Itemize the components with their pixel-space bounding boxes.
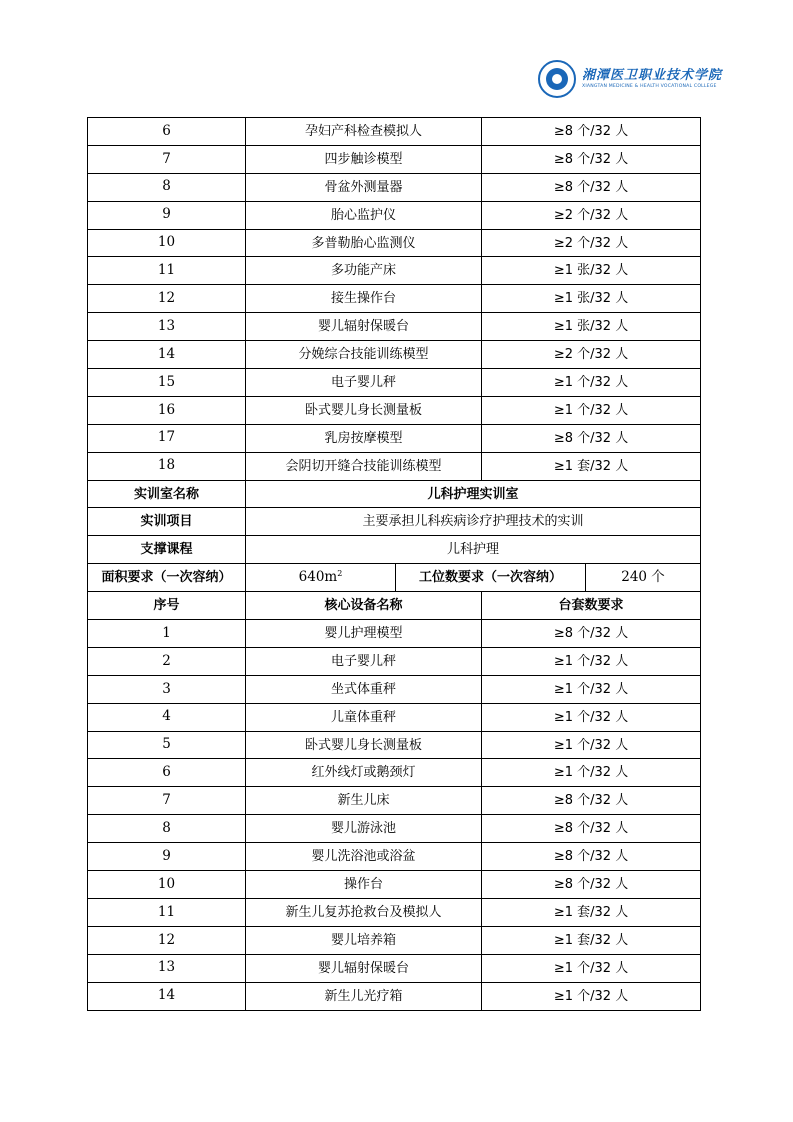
equipment-name: 坐式体重秤 — [246, 675, 482, 703]
station-value: 240 个 — [586, 564, 701, 592]
equipment-name: 婴儿辐射保暖台 — [246, 954, 482, 982]
row-number: 11 — [88, 257, 246, 285]
project-value: 主要承担儿科疾病诊疗护理技术的实训 — [246, 508, 701, 536]
equipment-name: 卧式婴儿身长测量板 — [246, 731, 482, 759]
table-row — [88, 620, 701, 648]
quantity-requirement: ≥8 个/32 人 — [482, 118, 701, 146]
equipment-name: 电子婴儿秤 — [246, 647, 482, 675]
quantity-requirement: ≥1 个/32 人 — [482, 982, 701, 1010]
row-number: 14 — [88, 341, 246, 369]
table-row — [88, 898, 701, 926]
quantity-requirement: ≥1 个/32 人 — [482, 675, 701, 703]
station-label: 工位数要求（一次容纳） — [396, 564, 586, 592]
quantity-requirement: ≥1 个/32 人 — [482, 647, 701, 675]
equipment-name: 乳房按摩模型 — [246, 424, 482, 452]
equipment-name: 胎心监护仪 — [246, 201, 482, 229]
table-row — [88, 982, 701, 1010]
row-number: 11 — [88, 898, 246, 926]
equipment-name: 孕妇产科检查模拟人 — [246, 118, 482, 146]
table-row — [88, 954, 701, 982]
table-row — [88, 703, 701, 731]
table-row — [88, 647, 701, 675]
col-req-header: 台套数要求 — [482, 592, 701, 620]
table-row — [88, 843, 701, 871]
row-number: 4 — [88, 703, 246, 731]
quantity-requirement: ≥8 个/32 人 — [482, 424, 701, 452]
table-row — [88, 815, 701, 843]
quantity-requirement: ≥8 个/32 人 — [482, 173, 701, 201]
equipment-name: 红外线灯或鹅颈灯 — [246, 759, 482, 787]
table-row — [88, 313, 701, 341]
row-number: 16 — [88, 396, 246, 424]
section2-info — [88, 480, 701, 619]
quantity-requirement: ≥8 个/32 人 — [482, 145, 701, 173]
table-row — [88, 396, 701, 424]
equipment-name: 新生儿光疗箱 — [246, 982, 482, 1010]
table-row — [88, 229, 701, 257]
row-number: 10 — [88, 871, 246, 899]
row-number: 14 — [88, 982, 246, 1010]
equipment-name: 新生儿床 — [246, 787, 482, 815]
row-number: 3 — [88, 675, 246, 703]
equipment-name: 婴儿洗浴池或浴盆 — [246, 843, 482, 871]
quantity-requirement: ≥1 张/32 人 — [482, 285, 701, 313]
quantity-requirement: ≥2 个/32 人 — [482, 229, 701, 257]
table-row — [88, 424, 701, 452]
college-name-en: XIANGTAN MEDICINE & HEALTH VOCATIONAL COLLEGE — [582, 84, 717, 89]
table-row — [88, 787, 701, 815]
room-name-value: 儿科护理实训室 — [246, 480, 701, 508]
row-number: 17 — [88, 424, 246, 452]
course-value: 儿科护理 — [246, 536, 701, 564]
table-row — [88, 675, 701, 703]
row-number: 5 — [88, 731, 246, 759]
equipment-name: 婴儿游泳池 — [246, 815, 482, 843]
row-number: 12 — [88, 285, 246, 313]
equipment-name: 婴儿护理模型 — [246, 620, 482, 648]
section1-rows — [88, 118, 701, 481]
row-number: 12 — [88, 926, 246, 954]
quantity-requirement: ≥2 个/32 人 — [482, 341, 701, 369]
table-row — [88, 452, 701, 480]
table-row — [88, 118, 701, 146]
room-name-label: 实训室名称 — [88, 480, 246, 508]
section2-rows — [88, 620, 701, 1010]
quantity-requirement: ≥1 套/32 人 — [482, 898, 701, 926]
equipment-table — [87, 117, 701, 1011]
quantity-requirement: ≥8 个/32 人 — [482, 787, 701, 815]
quantity-requirement: ≥1 个/32 人 — [482, 396, 701, 424]
row-number: 8 — [88, 173, 246, 201]
college-emblem-icon — [538, 60, 576, 98]
course-label: 支撑课程 — [88, 536, 246, 564]
table-row — [88, 257, 701, 285]
quantity-requirement: ≥8 个/32 人 — [482, 815, 701, 843]
equipment-name: 会阴切开缝合技能训练模型 — [246, 452, 482, 480]
table-row — [88, 285, 701, 313]
table-row — [88, 201, 701, 229]
equipment-name: 四步触诊模型 — [246, 145, 482, 173]
equipment-name: 分娩综合技能训练模型 — [246, 341, 482, 369]
row-number: 15 — [88, 369, 246, 397]
table-row — [88, 926, 701, 954]
quantity-requirement: ≥1 个/32 人 — [482, 731, 701, 759]
equipment-name: 卧式婴儿身长测量板 — [246, 396, 482, 424]
row-number: 7 — [88, 787, 246, 815]
table-row — [88, 341, 701, 369]
quantity-requirement: ≥1 个/32 人 — [482, 954, 701, 982]
row-number: 2 — [88, 647, 246, 675]
table-row — [88, 369, 701, 397]
equipment-name: 操作台 — [246, 871, 482, 899]
area-row — [88, 564, 701, 592]
project-label: 实训项目 — [88, 508, 246, 536]
area-value: $640m^2$ — [246, 564, 396, 592]
quantity-requirement: ≥1 个/32 人 — [482, 759, 701, 787]
quantity-requirement: ≥2 个/32 人 — [482, 201, 701, 229]
room-name-row — [88, 480, 701, 508]
quantity-requirement: ≥1 套/32 人 — [482, 926, 701, 954]
equipment-name: 婴儿培养箱 — [246, 926, 482, 954]
row-number: 8 — [88, 815, 246, 843]
column-header-row — [88, 592, 701, 620]
quantity-requirement: ≥8 个/32 人 — [482, 871, 701, 899]
college-name-cn: 湘潭医卫职业技术学院 — [582, 68, 723, 83]
equipment-name: 多普勒胎心监测仪 — [246, 229, 482, 257]
quantity-requirement: ≥1 张/32 人 — [482, 257, 701, 285]
row-number: 6 — [88, 759, 246, 787]
row-number: 10 — [88, 229, 246, 257]
quantity-requirement: ≥1 张/32 人 — [482, 313, 701, 341]
quantity-requirement: ≥8 个/32 人 — [482, 843, 701, 871]
project-row — [88, 508, 701, 536]
row-number: 13 — [88, 954, 246, 982]
col-no-header: 序号 — [88, 592, 246, 620]
table-row — [88, 759, 701, 787]
equipment-name: 新生儿复苏抢救台及模拟人 — [246, 898, 482, 926]
row-number: 1 — [88, 620, 246, 648]
row-number: 9 — [88, 843, 246, 871]
table-row — [88, 145, 701, 173]
table-row — [88, 871, 701, 899]
quantity-requirement: ≥1 个/32 人 — [482, 703, 701, 731]
col-name-header: 核心设备名称 — [246, 592, 482, 620]
college-logo — [538, 60, 723, 102]
equipment-name: 骨盆外测量器 — [246, 173, 482, 201]
row-number: 9 — [88, 201, 246, 229]
equipment-name: 多功能产床 — [246, 257, 482, 285]
equipment-name: 儿童体重秤 — [246, 703, 482, 731]
table-row — [88, 731, 701, 759]
equipment-name: 接生操作台 — [246, 285, 482, 313]
course-row — [88, 536, 701, 564]
table-row — [88, 173, 701, 201]
row-number: 13 — [88, 313, 246, 341]
row-number: 7 — [88, 145, 246, 173]
equipment-name: 电子婴儿秤 — [246, 369, 482, 397]
quantity-requirement: ≥1 套/32 人 — [482, 452, 701, 480]
row-number: 6 — [88, 118, 246, 146]
row-number: 18 — [88, 452, 246, 480]
quantity-requirement: ≥8 个/32 人 — [482, 620, 701, 648]
area-label: 面积要求（一次容纳） — [88, 564, 246, 592]
quantity-requirement: ≥1 个/32 人 — [482, 369, 701, 397]
equipment-name: 婴儿辐射保暖台 — [246, 313, 482, 341]
